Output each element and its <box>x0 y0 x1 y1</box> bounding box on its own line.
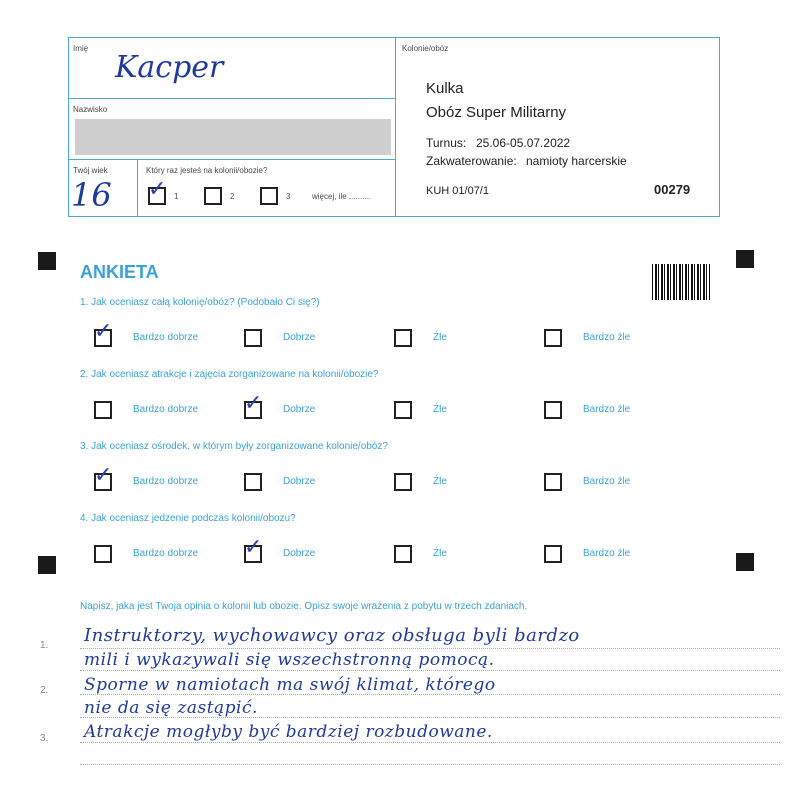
answer-line-4[interactable]: nie da się zastąpić. <box>84 698 258 718</box>
registration-marker-top-left <box>38 252 56 270</box>
question-3-option-label: Bardzo źle <box>583 476 631 487</box>
question-4-checkbox-1[interactable] <box>94 545 112 563</box>
registration-marker-top-right <box>736 250 754 268</box>
writing-line <box>80 648 780 649</box>
question-1-checkbox-2[interactable] <box>244 329 262 347</box>
question-2-checkbox-1[interactable] <box>94 401 112 419</box>
age-label: Twój wiek <box>73 166 108 175</box>
turnus-value: 25.06-05.07.2022 <box>476 136 571 150</box>
question-1-option-label: Bardzo dobrze <box>133 332 199 343</box>
question-4-checkbox-3[interactable] <box>394 545 412 563</box>
answer-line-5[interactable]: Atrakcje mogłyby być bardziej rozbudowane. <box>84 722 493 742</box>
barcode <box>652 264 710 300</box>
question-3-checkbox-2[interactable] <box>244 473 262 491</box>
registration-marker-bottom-left <box>38 556 56 574</box>
answer-number-1: 1. <box>40 640 49 651</box>
question-3-checkbox-3[interactable] <box>394 473 412 491</box>
question-2-option-label: Bardzo dobrze <box>133 404 199 415</box>
checkmark: ✓ <box>244 391 263 416</box>
times-option-1: 1 <box>174 192 179 201</box>
times-more-label: więcej, ile .......... <box>312 192 372 201</box>
times-option-2: 2 <box>230 192 235 201</box>
question-3-checkbox-1[interactable] <box>94 463 113 491</box>
question-2-text: 2. Jak oceniasz atrakcje i zajęcia zorganizowane na kolonii/obozie? <box>80 369 379 380</box>
answer-number-2: 2. <box>40 685 49 696</box>
name-box <box>68 37 396 99</box>
turnus-label: Turnus: <box>426 136 467 150</box>
surname-label: Nazwisko <box>73 105 108 114</box>
question-4-checkbox-2[interactable] <box>244 535 263 563</box>
question-4-option-label: Dobrze <box>283 548 316 559</box>
times-checkbox-1[interactable] <box>148 177 167 205</box>
checkmark: ✓ <box>244 535 263 560</box>
times-checkbox-2[interactable] <box>204 187 222 205</box>
form-number: 00279 <box>654 182 691 197</box>
question-2-checkbox-2[interactable] <box>244 391 263 419</box>
accommodation-label: Zakwaterowanie: <box>426 154 517 168</box>
answer-line-3[interactable]: Sporne w namiotach ma swój klimat, którego <box>84 675 496 695</box>
writing-line <box>80 670 780 671</box>
times-checkmark: ✓ <box>148 177 167 202</box>
name-label: Imię <box>73 44 89 53</box>
opinion-prompt: Napisz, jaka jest Twoja opinia o kolonii lub obozie. Opisz swoje wrażenia z pobytu w trzech zdaniach. <box>80 601 528 612</box>
writing-line <box>80 764 780 765</box>
form-code: KUH 01/07/1 <box>426 185 489 197</box>
question-1-text: 1. Jak oceniasz całą kolonię/obóz? (Podobało Ci się?) <box>80 297 320 308</box>
times-checkbox-3[interactable] <box>260 187 278 205</box>
question-2-option-label: Dobrze <box>283 404 316 415</box>
age-box <box>68 159 138 217</box>
question-4-text: 4. Jak oceniasz jedzenie podczas kolonii/obozu? <box>80 513 296 524</box>
accommodation-value: namioty harcerskie <box>526 154 627 168</box>
times-question: Który raz jesteś na kolonii/obozie? <box>146 166 268 175</box>
camp-name: Obóz Super Militarny <box>426 104 567 121</box>
question-4-option-label: Bardzo dobrze <box>133 548 199 559</box>
checkmark: ✓ <box>94 463 113 488</box>
question-2-checkbox-4[interactable] <box>544 401 562 419</box>
question-3-checkbox-4[interactable] <box>544 473 562 491</box>
question-3-text: 3. Jak oceniasz ośrodek, w którym były zorganizowane kolonie/obóz? <box>80 441 388 452</box>
redacted-surname <box>75 119 391 155</box>
question-4-checkbox-4[interactable] <box>544 545 562 563</box>
name-value[interactable]: Kacper <box>115 50 224 85</box>
answer-line-2[interactable]: mili i wykazywali się wszechstronną pomocą. <box>84 650 495 670</box>
survey-title: ANKIETA <box>80 262 159 282</box>
question-1-option-label: Dobrze <box>283 332 316 343</box>
question-3-option-label: Źle <box>433 476 447 487</box>
writing-line <box>80 742 780 743</box>
question-1-checkbox-1[interactable] <box>94 319 113 347</box>
colony-box <box>395 37 720 217</box>
question-1-option-label: Źle <box>433 332 447 343</box>
question-4-option-label: Źle <box>433 548 447 559</box>
colony-name: Kulka <box>426 80 464 97</box>
question-3-option-label: Dobrze <box>283 476 316 487</box>
registration-marker-bottom-right <box>736 553 754 571</box>
question-1-checkbox-4[interactable] <box>544 329 562 347</box>
times-box <box>137 159 396 217</box>
question-1-checkbox-3[interactable] <box>394 329 412 347</box>
question-2-checkbox-3[interactable] <box>394 401 412 419</box>
colony-label: Kolonie/obóz <box>402 44 449 53</box>
times-option-3: 3 <box>286 192 291 201</box>
answer-line-1[interactable]: Instruktorzy, wychowawcy oraz obsługa byli bardzo <box>84 625 580 646</box>
question-2-option-label: Źle <box>433 404 447 415</box>
age-value[interactable]: 16 <box>71 176 112 214</box>
surname-box <box>68 98 396 160</box>
answer-number-3: 3. <box>40 733 49 744</box>
checkmark: ✓ <box>94 319 113 344</box>
question-4-option-label: Bardzo źle <box>583 548 631 559</box>
question-3-option-label: Bardzo dobrze <box>133 476 199 487</box>
question-1-option-label: Bardzo źle <box>583 332 631 343</box>
question-2-option-label: Bardzo źle <box>583 404 631 415</box>
